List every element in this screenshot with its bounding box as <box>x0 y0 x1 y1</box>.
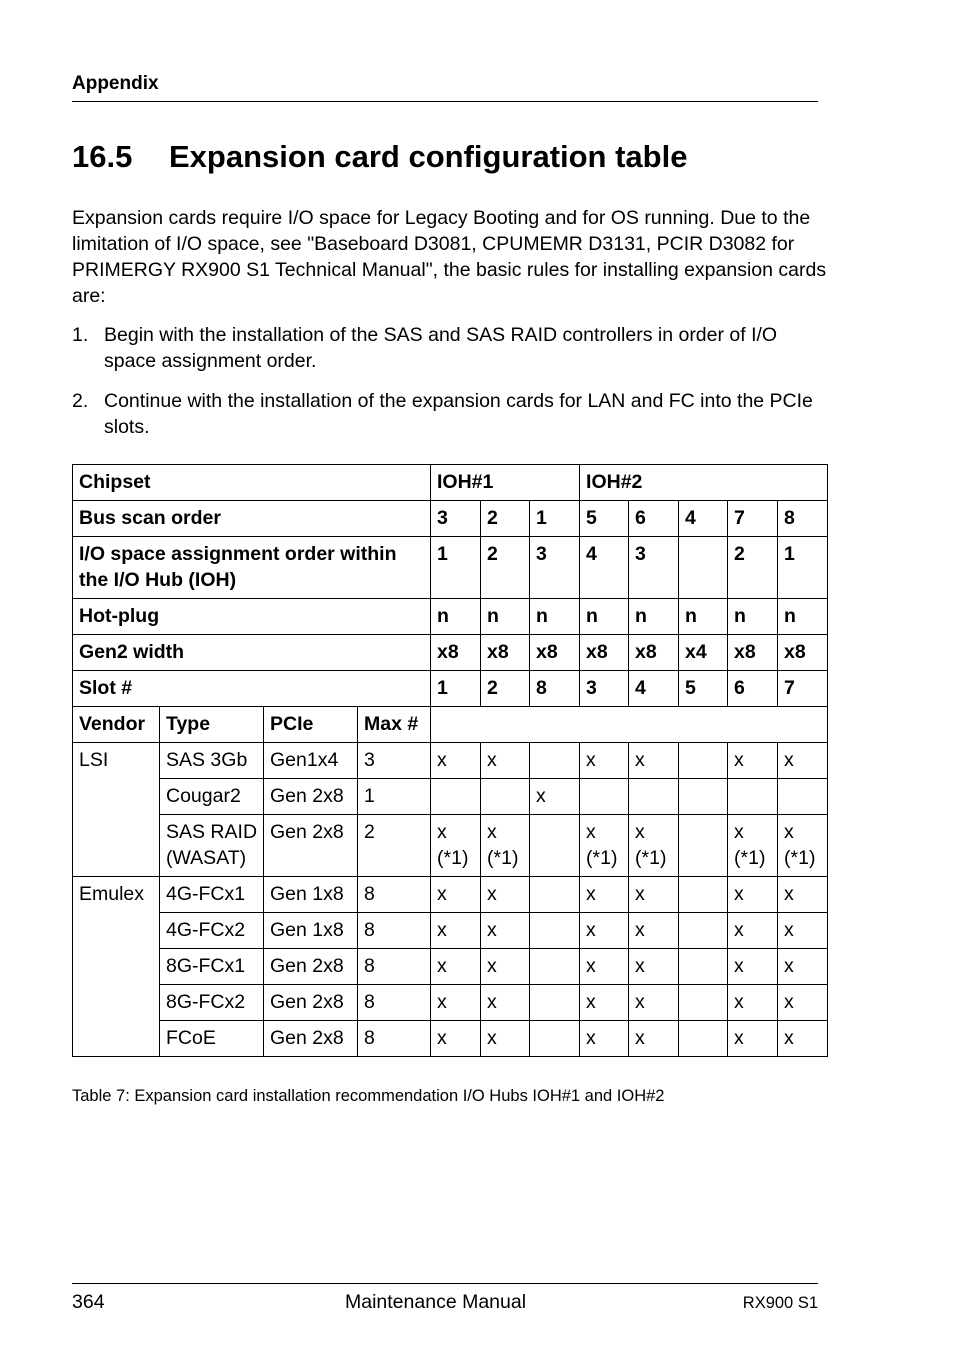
io-space-cell <box>679 537 728 599</box>
slot-cell: 3 <box>580 671 629 707</box>
slot-fit-cell: x (*1) <box>728 815 778 877</box>
table-caption: Table 7: Expansion card installation recommendation I/O Hubs IOH#1 and IOH#2 <box>72 1087 665 1105</box>
io-space-cell: 3 <box>530 537 580 599</box>
pcie-cell: Gen1x4 <box>264 743 358 779</box>
card-row <box>73 985 828 1021</box>
slot-cell: 1 <box>431 671 481 707</box>
type-cell: 4G-FCx1 <box>160 877 264 913</box>
slot-fit-cell <box>679 779 728 815</box>
bus-scan-cell: 1 <box>530 501 580 537</box>
slot-fit-cell: x <box>580 877 629 913</box>
slot-fit-cell: x <box>481 913 530 949</box>
gen2-width-cell: x8 <box>778 635 828 671</box>
slot-fit-cell: x <box>728 743 778 779</box>
slot-cell: 2 <box>481 671 530 707</box>
section-number: 16.5 <box>72 139 133 174</box>
ioh2-header: IOH#2 <box>580 465 828 501</box>
bus-scan-cell: 8 <box>778 501 828 537</box>
type-cell: Cougar2 <box>160 779 264 815</box>
slot-fit-cell: x <box>431 985 481 1021</box>
slot-fit-cell <box>728 779 778 815</box>
hot-plug-cell: n <box>530 599 580 635</box>
gen2-width-row <box>73 635 828 671</box>
slot-fit-cell: x <box>778 985 828 1021</box>
slot-fit-cell: x <box>580 949 629 985</box>
type-header: Type <box>160 707 264 743</box>
slot-label: Slot # <box>73 671 431 707</box>
slot-fit-cell <box>530 743 580 779</box>
slot-fit-cell: x <box>481 949 530 985</box>
slot-fit-cell: x <box>728 913 778 949</box>
vendor-cell: LSI <box>73 743 160 877</box>
slot-fit-cell: x <box>431 743 481 779</box>
slot-fit-cell <box>530 1021 580 1057</box>
slot-cell: 8 <box>530 671 580 707</box>
max-header: Max # <box>358 707 431 743</box>
gen2-width-cell: x8 <box>481 635 530 671</box>
card-row <box>73 743 828 779</box>
hot-plug-label: Hot-plug <box>73 599 431 635</box>
slot-fit-cell: x (*1) <box>481 815 530 877</box>
slot-fit-cell: x <box>481 877 530 913</box>
type-cell: FCoE <box>160 1021 264 1057</box>
slot-fit-cell: x <box>629 913 679 949</box>
slot-fit-cell <box>679 743 728 779</box>
slot-fit-cell: x <box>481 1021 530 1057</box>
slot-fit-cell: x <box>728 1021 778 1057</box>
card-row <box>73 913 828 949</box>
bus-scan-cell: 5 <box>580 501 629 537</box>
rule-text: Begin with the installation of the SAS and SAS RAID controllers in order of I/O space assignment order. <box>104 324 778 372</box>
slot-fit-cell: x <box>728 949 778 985</box>
hot-plug-cell: n <box>629 599 679 635</box>
io-space-cell: 3 <box>629 537 679 599</box>
slot-cell: 6 <box>728 671 778 707</box>
manual-title: Maintenance Manual <box>345 1291 527 1313</box>
slot-fit-cell: x (*1) <box>629 815 679 877</box>
header-rule <box>72 101 818 102</box>
slot-fit-cell: x <box>629 1021 679 1057</box>
io-space-cell: 1 <box>778 537 828 599</box>
slot-fit-cell: x <box>778 913 828 949</box>
type-cell: 8G-FCx2 <box>160 985 264 1021</box>
hot-plug-cell: n <box>580 599 629 635</box>
slot-fit-cell: x <box>629 743 679 779</box>
slot-fit-cell <box>679 1021 728 1057</box>
slot-fit-cell: x <box>580 913 629 949</box>
gen2-width-cell: x8 <box>530 635 580 671</box>
hot-plug-cell: n <box>431 599 481 635</box>
slot-fit-cell <box>778 779 828 815</box>
bus-scan-cell: 4 <box>679 501 728 537</box>
intro-paragraph: Expansion cards require I/O space for Legacy Booting and for OS running. Due to the limitation of I/O space, see "Baseboard D3081, CPUMEMR D3131, PCIR D3082 for PRIMERGY RX900 S1 Technical Manual", the basic rules for installing expansion cards are: <box>72 207 827 307</box>
pcie-cell: Gen 2x8 <box>264 985 358 1021</box>
type-cell: 4G-FCx2 <box>160 913 264 949</box>
max-cell: 2 <box>358 815 431 877</box>
chipset-row <box>73 465 828 501</box>
pcie-cell: Gen 2x8 <box>264 949 358 985</box>
slot-fit-cell: x <box>431 1021 481 1057</box>
hot-plug-cell: n <box>778 599 828 635</box>
slot-fit-cell <box>530 985 580 1021</box>
hot-plug-row <box>73 599 828 635</box>
slot-fit-cell: x <box>728 877 778 913</box>
slot-fit-cell: x <box>481 985 530 1021</box>
slot-fit-cell <box>629 779 679 815</box>
io-space-cell: 2 <box>481 537 530 599</box>
slot-fit-cell <box>481 779 530 815</box>
slot-fit-cell: x <box>580 985 629 1021</box>
slot-fit-cell: x <box>629 949 679 985</box>
gen2-width-cell: x8 <box>728 635 778 671</box>
card-row <box>73 779 828 815</box>
io-space-row <box>73 537 828 599</box>
rule-number: 1. <box>72 324 89 346</box>
vendor-header: Vendor <box>73 707 160 743</box>
pcie-cell: Gen 2x8 <box>264 779 358 815</box>
expansion-card-table <box>72 464 828 1057</box>
gen2-width-cell: x8 <box>580 635 629 671</box>
slot-fit-cell <box>679 815 728 877</box>
type-cell: SAS 3Gb <box>160 743 264 779</box>
bus-scan-label: Bus scan order <box>73 501 431 537</box>
slot-fit-cell: x <box>778 743 828 779</box>
rule-number: 2. <box>72 390 89 412</box>
slot-row <box>73 671 828 707</box>
bus-scan-cell: 7 <box>728 501 778 537</box>
slot-fit-cell: x <box>431 913 481 949</box>
pcie-cell: Gen 2x8 <box>264 1021 358 1057</box>
io-space-label: I/O space assignment order within the I/O Hub (IOH) <box>73 537 431 599</box>
slot-fit-cell: x <box>481 743 530 779</box>
slot-fit-cell: x <box>778 949 828 985</box>
gen2-width-label: Gen2 width <box>73 635 431 671</box>
hot-plug-cell: n <box>481 599 530 635</box>
slot-fit-cell: x (*1) <box>778 815 828 877</box>
rule-text: Continue with the installation of the expansion cards for LAN and FC into the PCIe slots. <box>104 390 813 438</box>
slot-fit-cell: x <box>778 1021 828 1057</box>
bus-scan-cell: 2 <box>481 501 530 537</box>
empty-header-cell <box>431 707 828 743</box>
page-number: 364 <box>72 1291 105 1313</box>
slot-cell: 4 <box>629 671 679 707</box>
io-space-cell: 1 <box>431 537 481 599</box>
slot-fit-cell: x <box>580 743 629 779</box>
max-cell: 8 <box>358 877 431 913</box>
slot-fit-cell: x <box>580 1021 629 1057</box>
chipset-label: Chipset <box>73 465 431 501</box>
slot-fit-cell <box>530 913 580 949</box>
footer-rule <box>72 1283 818 1284</box>
slot-fit-cell: x <box>629 877 679 913</box>
section-title <box>72 138 687 176</box>
slot-fit-cell: x (*1) <box>431 815 481 877</box>
max-cell: 3 <box>358 743 431 779</box>
slot-fit-cell <box>580 779 629 815</box>
section-title-text: Expansion card configuration table <box>169 139 688 174</box>
model-name: RX900 S1 <box>742 1294 818 1312</box>
bus-scan-row <box>73 501 828 537</box>
gen2-width-cell: x4 <box>679 635 728 671</box>
rules-list <box>72 322 832 454</box>
bus-scan-cell: 6 <box>629 501 679 537</box>
max-cell: 1 <box>358 779 431 815</box>
pcie-cell: Gen 1x8 <box>264 877 358 913</box>
gen2-width-cell: x8 <box>629 635 679 671</box>
rule-item <box>72 322 832 374</box>
slot-fit-cell <box>679 913 728 949</box>
slot-fit-cell <box>530 877 580 913</box>
slot-fit-cell: x <box>629 985 679 1021</box>
io-space-cell: 2 <box>728 537 778 599</box>
gen2-width-cell: x8 <box>431 635 481 671</box>
slot-fit-cell <box>431 779 481 815</box>
slot-fit-cell: x <box>431 877 481 913</box>
slot-fit-cell: x <box>431 949 481 985</box>
slot-fit-cell <box>679 985 728 1021</box>
rule-item <box>72 388 832 440</box>
card-row <box>73 1021 828 1057</box>
slot-fit-cell <box>679 877 728 913</box>
slot-fit-cell: x <box>530 779 580 815</box>
pcie-cell: Gen 2x8 <box>264 815 358 877</box>
io-space-cell: 4 <box>580 537 629 599</box>
vendor-cell: Emulex <box>73 877 160 1057</box>
max-cell: 8 <box>358 1021 431 1057</box>
card-row <box>73 949 828 985</box>
slot-fit-cell <box>530 815 580 877</box>
slot-fit-cell <box>679 949 728 985</box>
pcie-header: PCIe <box>264 707 358 743</box>
type-cell: SAS RAID (WASAT) <box>160 815 264 877</box>
card-row <box>73 815 828 877</box>
pcie-cell: Gen 1x8 <box>264 913 358 949</box>
max-cell: 8 <box>358 913 431 949</box>
column-header-row <box>73 707 828 743</box>
slot-fit-cell: x (*1) <box>580 815 629 877</box>
slot-cell: 7 <box>778 671 828 707</box>
card-row <box>73 877 828 913</box>
hot-plug-cell: n <box>679 599 728 635</box>
bus-scan-cell: 3 <box>431 501 481 537</box>
type-cell: 8G-FCx1 <box>160 949 264 985</box>
slot-cell: 5 <box>679 671 728 707</box>
max-cell: 8 <box>358 985 431 1021</box>
max-cell: 8 <box>358 949 431 985</box>
running-header: Appendix <box>72 73 159 94</box>
slot-fit-cell <box>530 949 580 985</box>
hot-plug-cell: n <box>728 599 778 635</box>
slot-fit-cell: x <box>728 985 778 1021</box>
slot-fit-cell: x <box>778 877 828 913</box>
ioh1-header: IOH#1 <box>431 465 580 501</box>
